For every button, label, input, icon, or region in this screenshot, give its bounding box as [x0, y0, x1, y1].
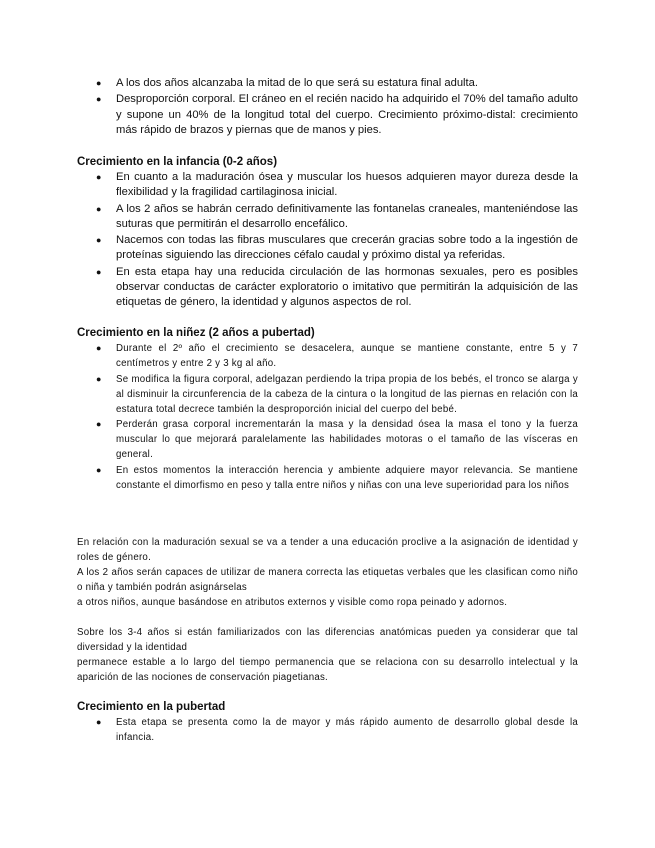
intro-list	[77, 76, 578, 139]
bullet-icon: ●	[96, 343, 102, 353]
bullet-icon: ●	[96, 373, 102, 384]
bullet-icon: ●	[96, 172, 102, 182]
bullet-icon: ●	[96, 464, 102, 475]
list-item: ● Perderán grasa corporal incrementarán la masa y la densidad ósea la masa el tono y la fuerza muscular lo que mejorará paralelamente las habilidades motoras o el tamaño de las vísceras en general.	[96, 419, 578, 460]
paragraph-diferencias-anatomicas	[77, 625, 578, 685]
section-heading-ninez: Crecimiento en la niñez (2 años a pubertad)	[77, 327, 315, 339]
bullet-icon: ●	[96, 78, 102, 88]
pubertad-list	[77, 715, 578, 746]
list-item: ● En cuanto a la maduración ósea y muscular los huesos adquieren mayor dureza desde la flexibilidad y la fragilidad cartilaginosa inicial.	[96, 171, 578, 199]
paragraph-line: permanece estable a lo largo del tiempo permanencia que se relaciona con su desarrollo intelectual y la aparición de las nociones de conservación piagetianas.	[77, 657, 578, 683]
list-item: ● A los dos años alcanzaba la mitad de lo que será su estatura final adulta.	[77, 76, 578, 91]
bullet-icon: ●	[96, 203, 102, 214]
list-item: ● A los 2 años se habrán cerrado definitivamente las fontanelas craneales, manteniéndose las suturas que permitirán el desarrollo encefálico.	[96, 202, 578, 230]
bullet-icon: ●	[96, 419, 102, 429]
paragraph-line: A los 2 años serán capaces de utilizar de manera correcta las etiquetas verbales que les clasifican como niño o niña y también podrán asignárselas	[77, 567, 578, 593]
list-item: ● Desproporción corporal. El cráneo en el recién nacido ha adquirido el 70% del tamaño adulto y supone un 40% de la longitud total del cuerpo. Crecimiento próximo-distal: crecimiento más rápido de brazos y piernas que de manos y pies.	[96, 93, 578, 136]
infancia-list	[77, 170, 578, 312]
bullet-icon: ●	[96, 717, 102, 727]
list-item: ● Durante el 2º año el crecimiento se desacelera, aunque se mantiene constante, entre 5 y 7 centímetros y entre 2 y 3 kg al año.	[96, 343, 578, 369]
paragraph-line: a otros niños, aunque basándose en atributos externos y visible como ropa peinado y adornos.	[77, 597, 508, 608]
bullet-icon: ●	[96, 266, 102, 277]
bullet-icon: ●	[96, 235, 102, 246]
section-heading-infancia: Crecimiento en la infancia (0-2 años)	[77, 156, 278, 168]
paragraph-line: Sobre los 3-4 años si están familiarizados con las diferencias anatómicas pueden ya considerar que tal diversidad y la identidad	[77, 627, 578, 653]
list-item: ● Se modifica la figura corporal, adelgazan perdiendo la tripa propia de los bebés, el tronco se alarga y al disminuir la circunferencia de la cabeza de la cintura o la longitud de las piernas en relación con la estatura total decrece también la desproporción inicial del cuerpo del bebé.	[96, 373, 578, 415]
bullet-icon: ●	[96, 94, 102, 105]
list-item: ● En estos momentos la interacción herencia y ambiente adquiere mayor relevancia. Se mantiene constante el dimorfismo en peso y talla entre niños y niñas con una leve superioridad para los niños	[96, 464, 578, 491]
paragraph-line: En relación con la maduración sexual se va a tender a una educación proclive a la asignación de identidad y roles de género.	[77, 537, 578, 563]
list-item: ● Nacemos con todas las fibras musculares que crecerán gracias sobre todo a la ingestión de proteínas siguiendo las direcciones céfalo caudal y próximo distal ya referidas.	[96, 234, 578, 262]
paragraph-maduracion-sexual	[77, 535, 578, 610]
section-heading-pubertad: Crecimiento en la pubertad	[77, 701, 226, 713]
list-item: ● En esta etapa hay una reducida circulación de las hormonas sexuales, pero es posibles observar conductas de carácter exploratorio o imitativo que permitirán la adquisición de las etiquetas de género, la identidad y algunos aspectos de rol.	[96, 265, 578, 309]
list-item: ● Esta etapa se presenta como la de mayor y más rápido aumento de desarrollo global desde la infancia.	[96, 717, 578, 743]
ninez-list	[77, 341, 578, 493]
